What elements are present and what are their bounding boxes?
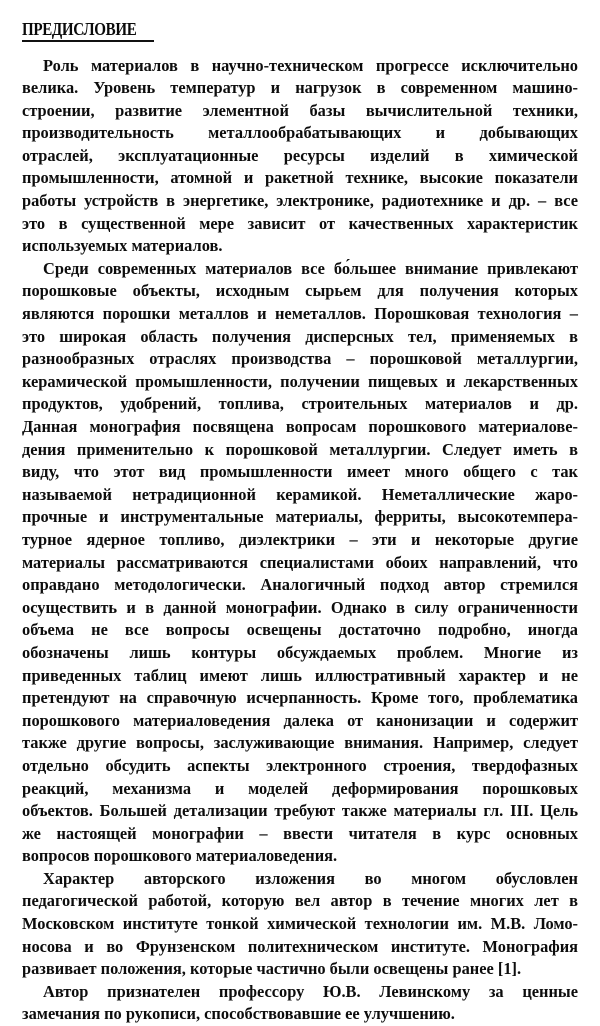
text-line: вопросов порошкового материаловедения. — [22, 846, 338, 866]
text-line: также другие вопросы, заслуживающие внимания. Например, следует — [22, 733, 578, 753]
text-line: дения применительно к порошковой металлургии. Следует иметь в — [22, 439, 578, 459]
text-line: же настоящей монографии – ввести читателя в курс основных — [22, 823, 578, 843]
text-line: педагогической работой, которую вел автор в течение многих лет в — [22, 891, 578, 911]
page-content — [22, 0, 578, 1026]
text-line: Характер авторского изложения во многом обусловлен — [43, 868, 578, 888]
text-line: материалы рассматриваются специалистами обоих направлений, что — [22, 552, 578, 572]
text-line: это в существенной мере зависит от качественных характеристик — [22, 213, 578, 233]
text-line: производительность металлообрабатывающих и добывающих — [22, 123, 578, 143]
text-line: объектов. Большей детализации требуют также материалы гл. III. Цель — [22, 801, 578, 821]
text-line: порошковые объекты, исходным сырьем для получения которых — [22, 281, 578, 301]
text-line: продуктов, удобрений, топлива, строительных материалов и др. — [22, 394, 578, 414]
paragraph-4 — [22, 981, 578, 1026]
text-line: используемых материалов. — [22, 236, 223, 256]
text-line: это широкая область получения дисперсных тел, применяемых в — [22, 326, 578, 346]
text-line: порошкового материаловедения далека от канонизации и содержит — [22, 710, 578, 730]
text-line: Автор признателен профессору Ю.В. Левинскому за ценные — [43, 981, 578, 1001]
text-line: реакций, механизма и моделей деформирования порошковых — [22, 778, 578, 798]
text-line: отдельно обсудить аспекты электронного строения, твердофазных — [22, 755, 578, 775]
text-line: Московском институте тонкой химической технологии им. М.В. Ломо- — [22, 914, 578, 934]
text-line: керамической промышленности, получении пищевых и лекарственных — [22, 371, 578, 391]
text-line: называемой нетрадиционной керамикой. Неметаллические жаро- — [22, 484, 578, 504]
text-line: оправдано методологически. Аналогичный подход автор стремился — [22, 575, 578, 595]
text-line: промышленности, атомной и ракетной технике, высокие показатели — [22, 168, 578, 188]
text-line: строении, развитие элементной базы вычислительной техники, — [22, 100, 578, 120]
text-line: разнообразных отраслях производства – порошковой металлургии, — [22, 349, 578, 369]
text-line: объема не все вопросы освещены достаточно подробно, иногда — [22, 620, 578, 640]
page-title: ПРЕДИСЛОВИЕ — [22, 19, 137, 39]
text-line: работы устройств в энергетике, электронике, радиотехнике и др. – все — [22, 191, 578, 211]
text-line: претендуют на справочную исчерпанность. Кроме того, проблематика — [22, 688, 578, 708]
text-line: Роль материалов в научно-техническом прогрессе исключительно — [43, 55, 578, 75]
text-line: носова и во Фрунзенском политехническом институте. Монография — [22, 936, 578, 956]
paragraph-1 — [22, 55, 578, 258]
text-line: отраслей, эксплуатационные ресурсы изделий в химической — [22, 145, 578, 165]
text-line: турное ядерное топливо, диэлектрики – эти и некоторые другие — [22, 529, 578, 549]
text-line: являются порошки металлов и неметаллов. Порошковая технология – — [22, 304, 578, 324]
text-line: Данная монография посвящена вопросам порошкового материалове- — [22, 417, 578, 436]
text-line: Среди современных материалов все бо́льшее внимание привлекают — [43, 258, 578, 278]
heading-underline-rule — [22, 40, 154, 42]
paragraph-2 — [22, 258, 578, 868]
text-line: приведенных таблиц имеют лишь иллюстративный характер и не — [22, 665, 578, 685]
text-line: виду, что этот вид промышленности имеет много общего с так — [22, 462, 578, 482]
text-line: прочные и инструментальные материалы, ферриты, высокотемпера- — [22, 507, 578, 527]
text-line: осуществить и в данной монографии. Однако в силу ограниченности — [22, 597, 578, 617]
paragraph-3 — [22, 868, 578, 981]
text-line: обозначены лишь контуры обсуждаемых проблем. Многие из — [22, 642, 578, 662]
text-line: замечания по рукописи, способствовавшие ее улучшению. — [22, 1004, 455, 1024]
text-line: велика. Уровень температур и нагрузок в современном машино- — [22, 78, 578, 98]
text-line: развивает положения, которые частично были освещены ранее [1]. — [22, 959, 522, 979]
